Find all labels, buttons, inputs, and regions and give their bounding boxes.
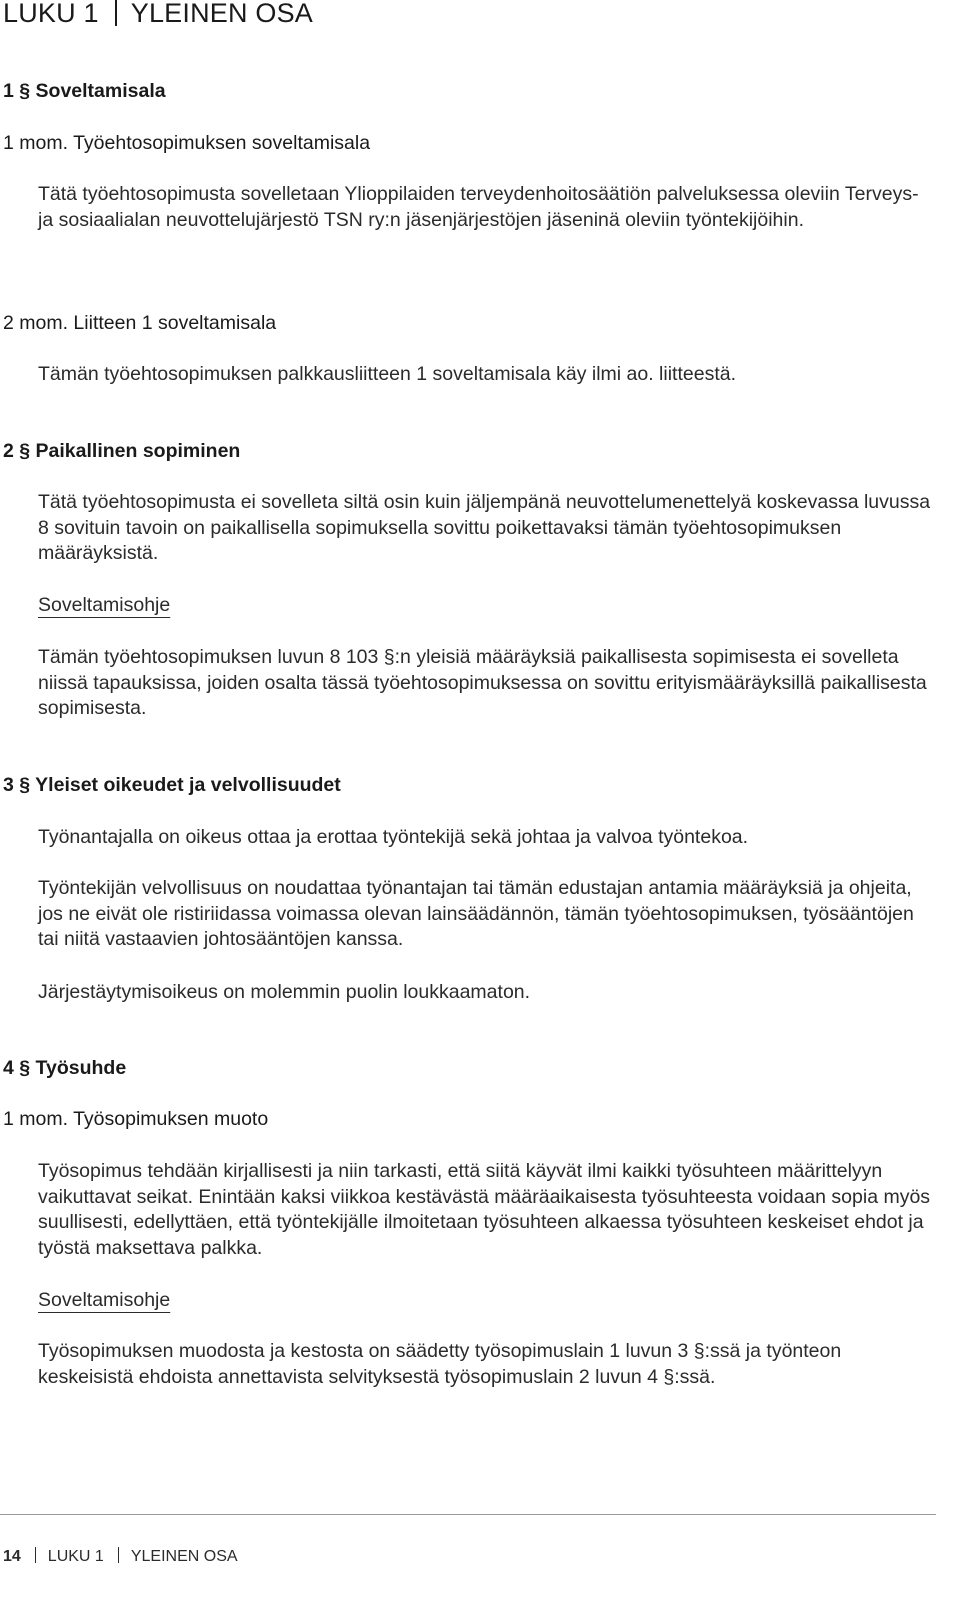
section-4-guide-label: Soveltamisohje	[38, 1289, 171, 1311]
section-2-text: Tätä työehtosopimusta ei sovelleta siltä osin kuin jäljempänä neuvottelumenettelyä koskevassa luvussa 8 sovituin tavoin on paikallisella sopimuksella sovittu poikettavaksi tämän työehtosopimuksen määräyksistä.	[38, 491, 931, 565]
section-3-paragraph-3: Järjestäytymisoikeus on molemmin puolin loukkaamaton.	[38, 981, 531, 1003]
section-2-guide-label: Soveltamisohje	[38, 594, 171, 616]
section-1-heading: 1 § Soveltamisala	[3, 80, 166, 102]
footer-chapter: LUKU 1	[47, 1548, 104, 1565]
section-2-heading: 2 § Paikallinen sopiminen	[3, 440, 241, 462]
heading-divider	[115, 0, 117, 26]
section-1-mom-2-heading: 2 mom. Liitteen 1 soveltamisala	[3, 312, 277, 334]
section-4-mom-1-heading: 1 mom. Työsopimuksen muoto	[3, 1108, 269, 1130]
section-3-heading: 3 § Yleiset oikeudet ja velvollisuudet	[3, 774, 341, 796]
chapter-title: YLEINEN OSA	[130, 0, 314, 28]
chapter-number: LUKU 1	[3, 0, 99, 28]
page-number: 14	[3, 1548, 21, 1565]
section-1-mom-2-text: Tämän työehtosopimuksen palkkausliitteen 1 soveltamisala käy ilmi ao. liitteestä.	[38, 363, 737, 385]
page-footer	[3, 1547, 238, 1566]
footer-rule	[0, 1514, 936, 1515]
section-4-mom-1-text: Työsopimus tehdään kirjallisesti ja niin tarkasti, että siitä käyvät ilmi kaikki työsuhteen määrittelyyn vaikuttavat seikat. Enintään kaksi viikkoa kestävästä määräaikaisesta työsuhteesta voidaan sopia myös suullisesti, edellyttäen, että työntekijälle ilmoitetaan työsuhteen alkaessa työsuhteen keskeiset ehdot ja työstä maksettava palkka.	[38, 1160, 931, 1259]
section-4-guide-text: Työsopimuksen muodosta ja kestosta on säädetty työsopimuslain 1 luvun 3 §:ssä ja työnteon keskeisistä ehdoista annettavista selvityksestä työsopimuslain 2 luvun 4 §:ssä.	[38, 1340, 842, 1388]
section-2-guide-text: Tämän työehtosopimuksen luvun 8 103 §:n yleisiä määräyksiä paikallisesta sopimisesta ei sovelleta niissä tapauksissa, joiden osalta tässä työehtosopimuksessa on sovittu erityismääräyksillä paikallisesta sopimisesta.	[38, 646, 927, 720]
section-1-mom-1-heading: 1 mom. Työehtosopimuksen soveltamisala	[3, 132, 371, 154]
chapter-heading	[3, 0, 313, 29]
footer-divider-1	[35, 1547, 36, 1563]
footer-divider-2	[118, 1547, 119, 1563]
section-3-paragraph-2: Työntekijän velvollisuus on noudattaa työnantajan tai tämän edustajan antamia määräyksiä ja ohjeita, jos ne eivät ole ristiriidassa voimassa olevan lainsäädännön, tämän työehtosopimuksen, työsääntöjen tai niitä vastaavien johtosääntöjen kanssa.	[38, 877, 914, 951]
section-4-heading: 4 § Työsuhde	[3, 1057, 127, 1079]
section-1-mom-1-text: Tätä työehtosopimusta sovelletaan Ylioppilaiden terveydenhoitosäätiön palveluksessa oleviin Terveys- ja sosiaalialan neuvottelujärjestö TSN ry:n jäsenjärjestöjen jäseninä oleviin työntekijöihin.	[38, 183, 919, 231]
section-3-paragraph-1: Työnantajalla on oikeus ottaa ja erottaa työntekijä sekä johtaa ja valvoa työntekoa.	[38, 826, 749, 848]
footer-title: YLEINEN OSA	[130, 1548, 238, 1565]
